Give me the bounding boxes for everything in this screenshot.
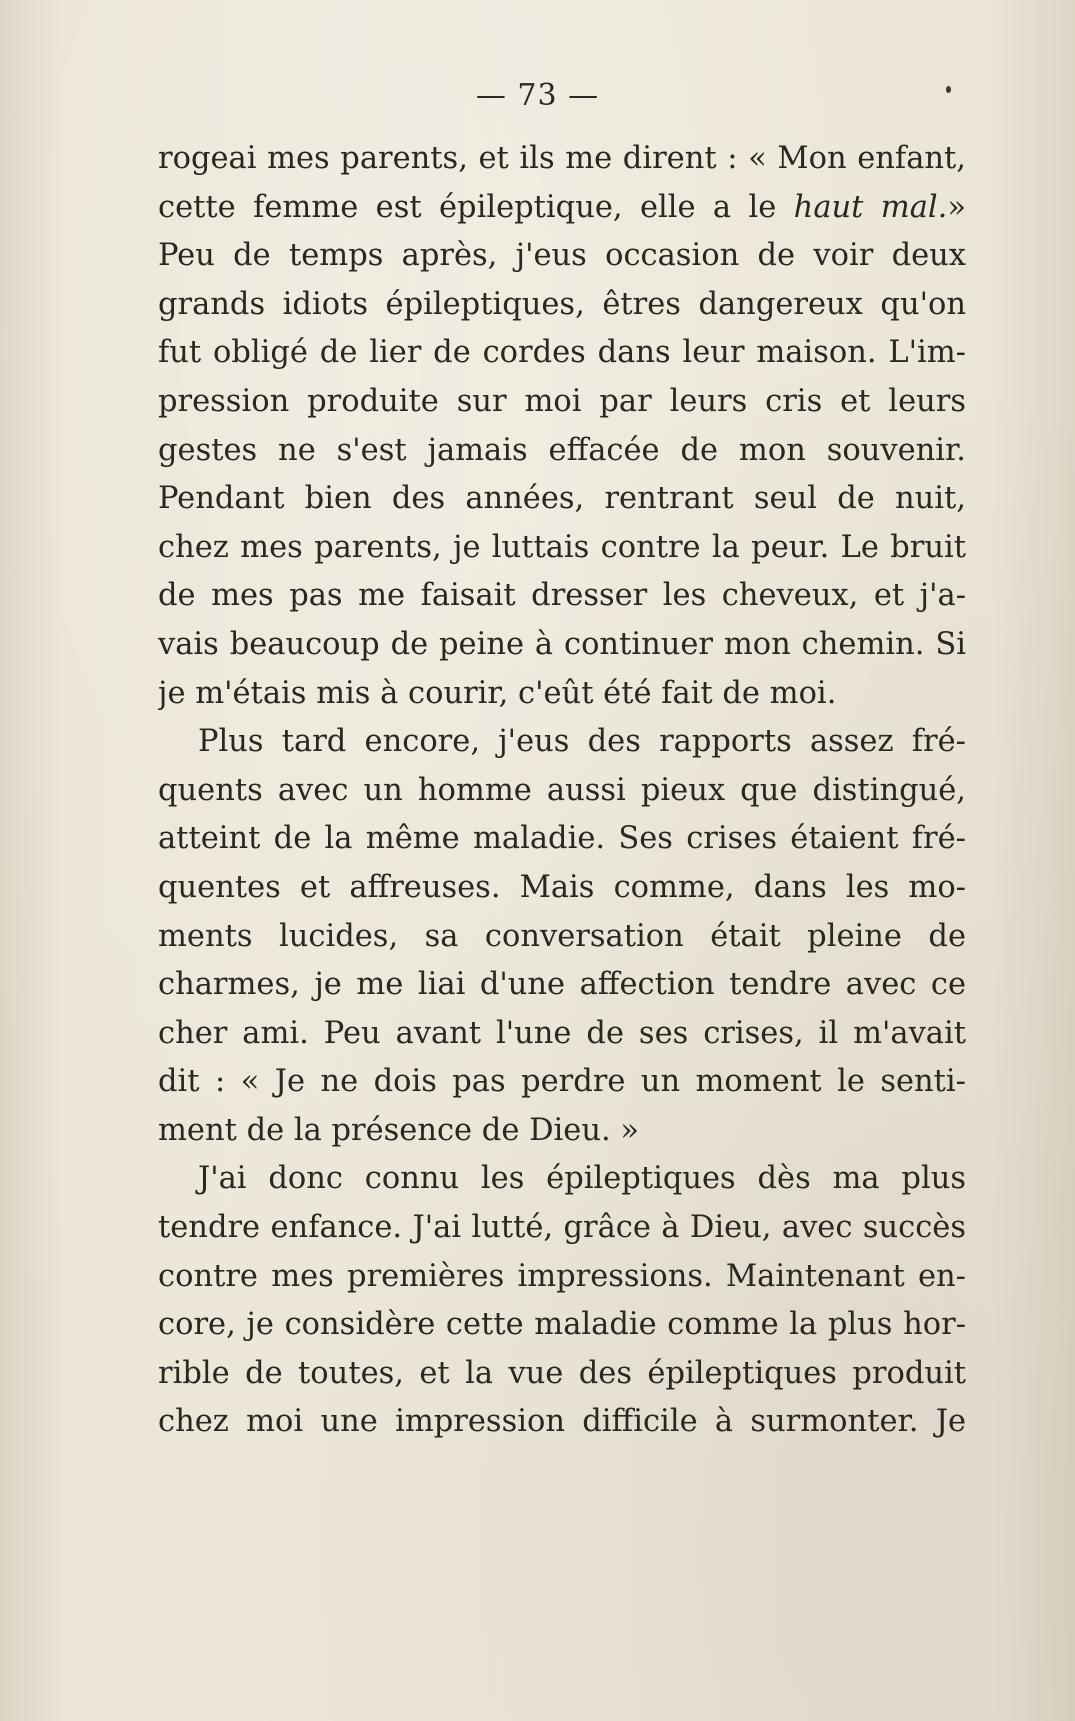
text-line: ments lucides, sa conversation était pleine de <box>158 918 966 954</box>
text-line: pression produite sur moi par leurs cris et leurs <box>158 383 966 419</box>
text-line: vais beaucoup de peine à continuer mon chemin. Si <box>158 626 966 662</box>
text-line: contre mes premières impressions. Maintenant en- <box>158 1258 966 1294</box>
text-line: gestes ne s'est jamais effacée de mon souvenir. <box>158 432 966 468</box>
text-line: rogeai mes parents, et ils me dirent : « Mon enfant, <box>158 141 966 176</box>
closing-quote: » <box>947 189 966 225</box>
text-line: core, je considère cette maladie comme la plus hor- <box>158 1307 966 1343</box>
text-line: Plus tard encore, j'eus des rapports assez fré- <box>198 724 966 760</box>
italic-phrase: haut mal. <box>793 189 948 225</box>
text-line: J'ai donc connu les épileptiques dès ma plus <box>198 1161 966 1197</box>
ink-speck <box>946 86 951 93</box>
text-line: quents avec un homme aussi pieux que distingué, <box>158 772 966 808</box>
text-line: chez mes parents, je luttais contre la peur. Le bruit <box>158 529 966 565</box>
text-line: chez moi une impression difficile à surmonter. Je <box>158 1404 966 1440</box>
text-line: tendre enfance. J'ai lutté, grâce à Dieu, avec succès <box>158 1210 966 1246</box>
text-line <box>158 184 966 233</box>
text-line: fut obligé de lier de cordes dans leur maison. L'im- <box>158 335 966 371</box>
text-line: dit : « Je ne dois pas perdre un moment le senti- <box>158 1064 966 1100</box>
text-line: Pendant bien des années, rentrant seul de nuit, <box>158 481 966 517</box>
text-line: cher ami. Peu avant l'une de ses crises, il m'avait <box>158 1015 966 1051</box>
body-text <box>158 135 966 1447</box>
text-line: rible de toutes, et la vue des épileptiques produit <box>158 1355 966 1391</box>
text-line: de mes pas me faisait dresser les cheveux, et j'a- <box>158 578 966 614</box>
text-line: grands idiots épileptiques, êtres dangereux qu'on <box>158 286 966 322</box>
text-segment: cette femme est épileptique, elle a le <box>158 189 794 225</box>
text-line: Peu de temps après, j'eus occasion de voir deux <box>158 238 966 274</box>
text-line: atteint de la même maladie. Ses crises étaient fré- <box>158 821 966 857</box>
text-line: ment de la présence de Dieu. » <box>158 1112 640 1148</box>
text-line: charmes, je me liai d'une affection tendre avec ce <box>158 967 966 1003</box>
text-line: quentes et affreuses. Mais comme, dans les mo- <box>158 869 966 905</box>
text-line: je m'étais mis à courir, c'eût été fait de moi. <box>158 675 837 711</box>
page-number: — 73 — <box>475 78 600 113</box>
